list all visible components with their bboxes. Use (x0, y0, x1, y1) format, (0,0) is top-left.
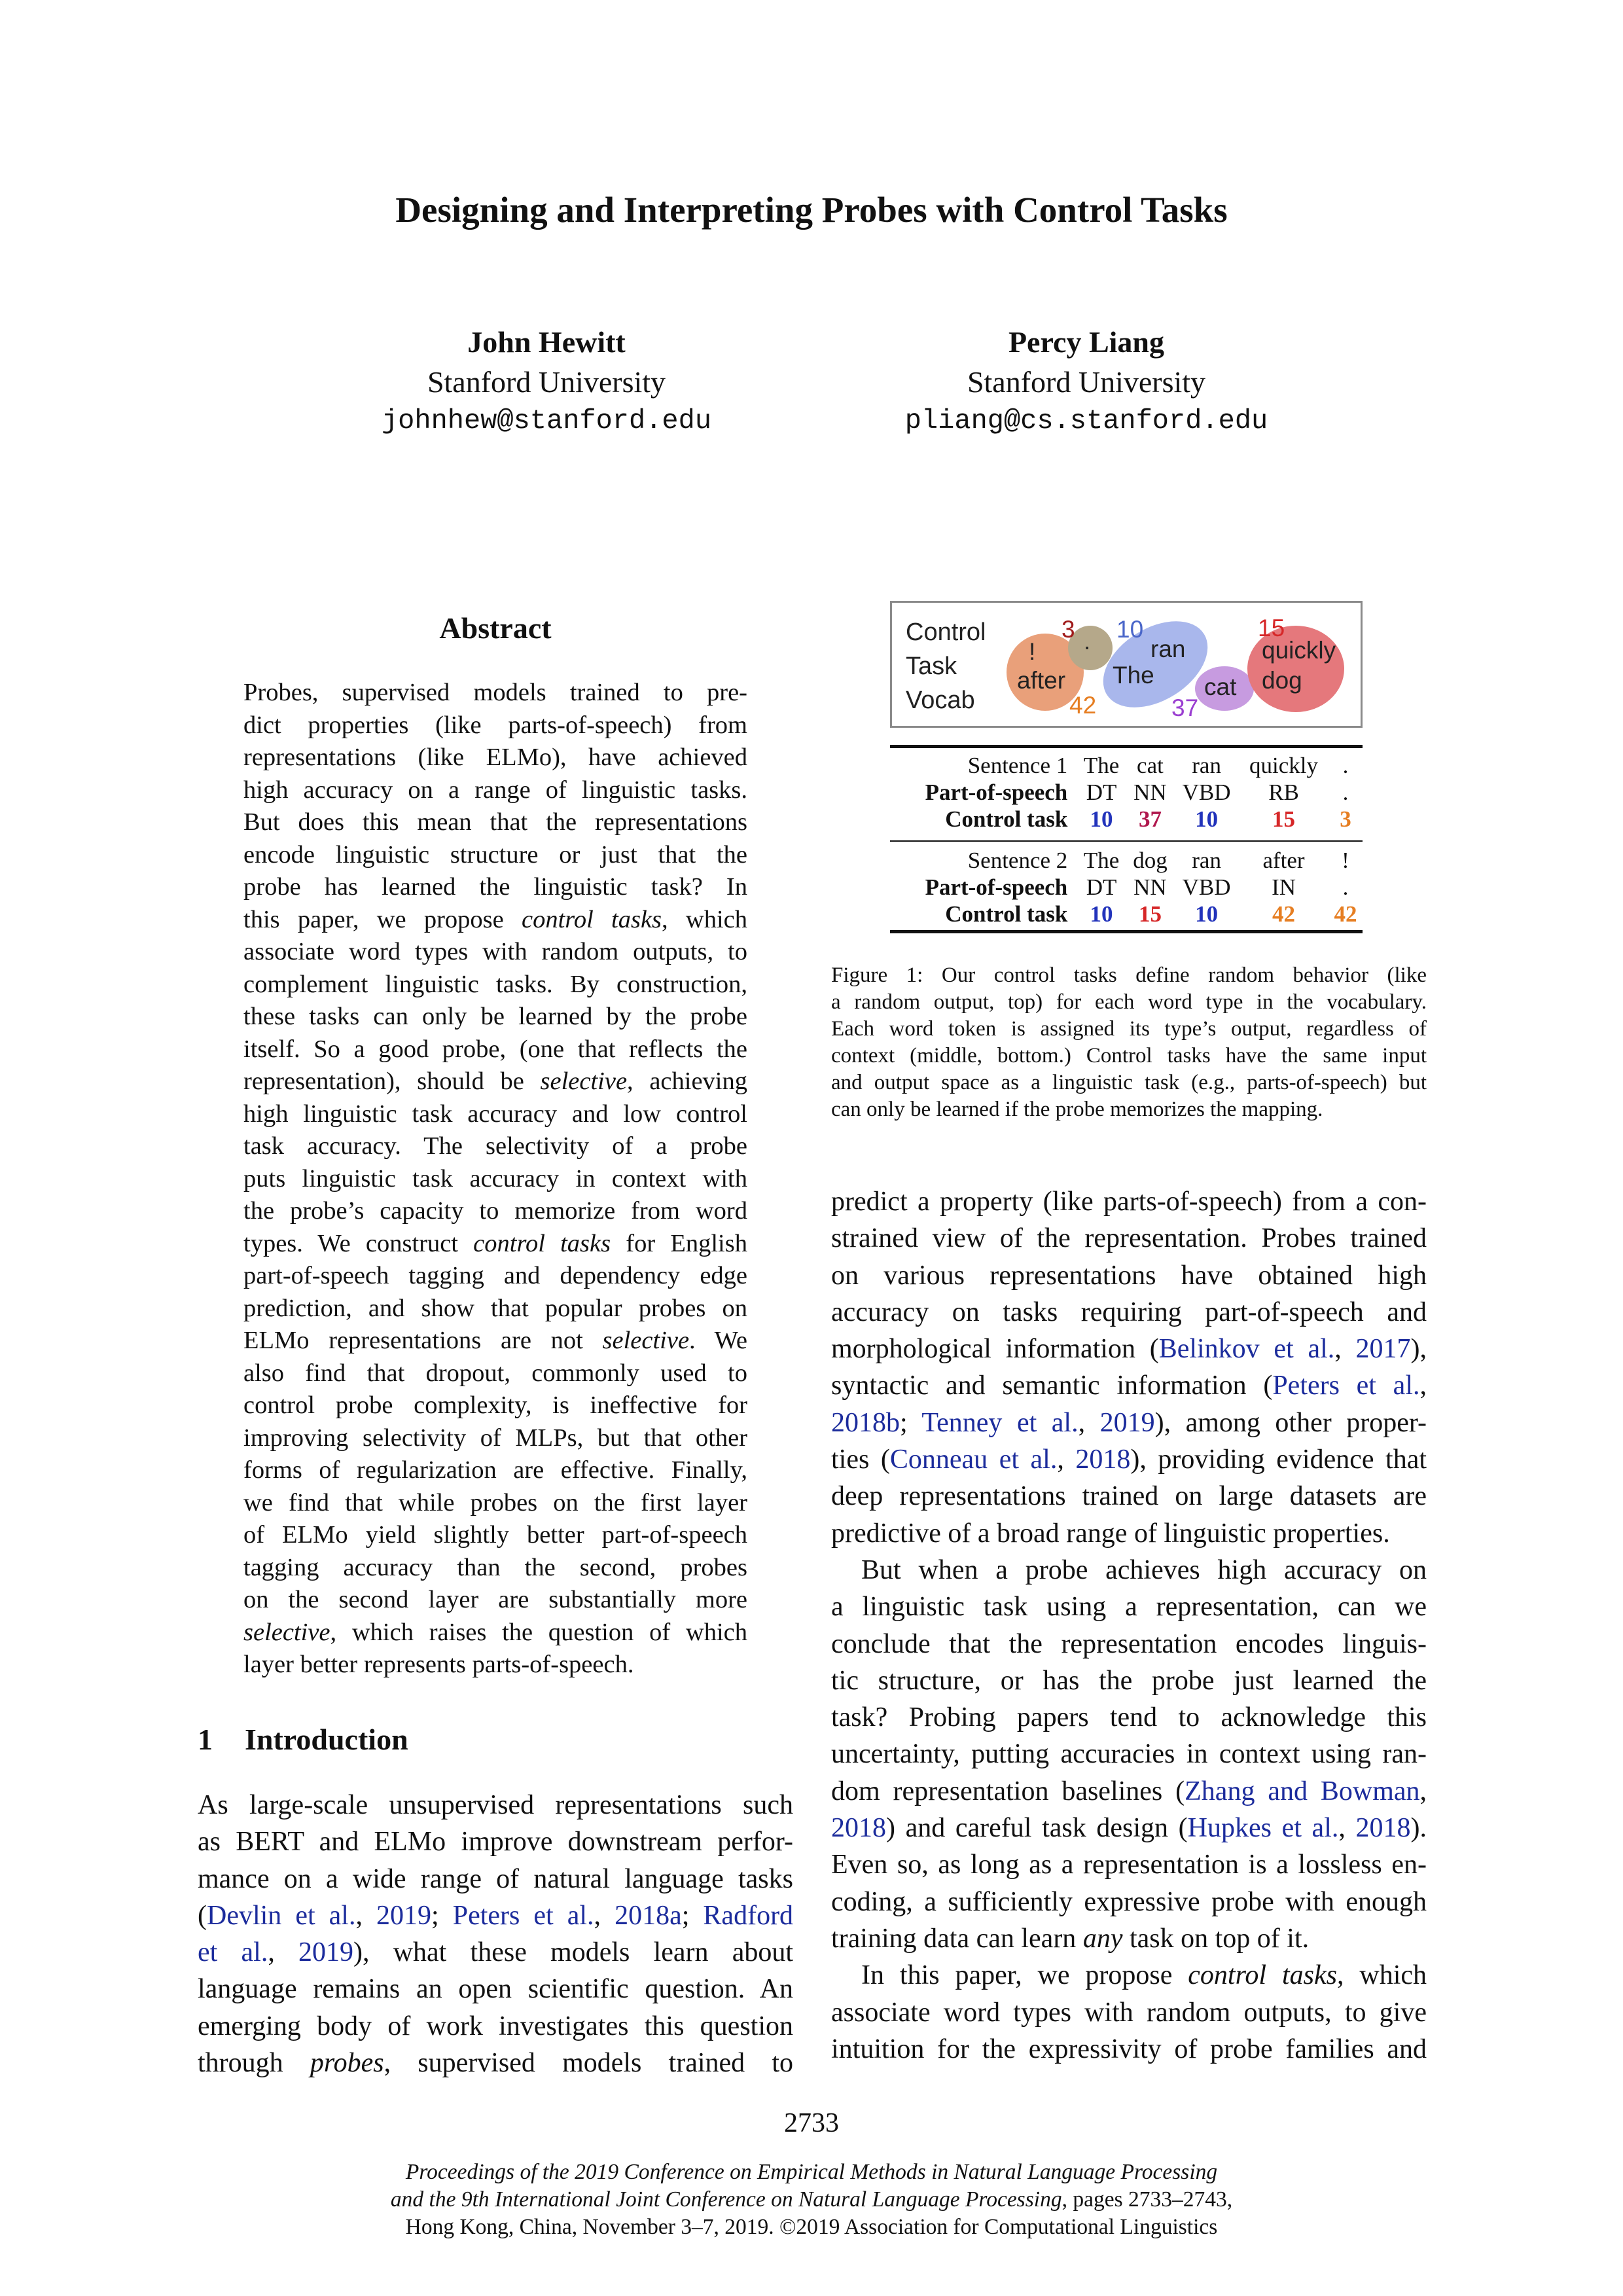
author-name: John Hewitt (467, 325, 626, 359)
text-line: tic structure, or has the probe just learned the (831, 1665, 1427, 1696)
abstract-line: ELMo representations are not selective. We (243, 1327, 747, 1354)
citation-link[interactable]: Devlin et al. (207, 1900, 356, 1931)
text-line: mance on a wide range of natural language tasks (198, 1863, 793, 1894)
table-cell: DT (1086, 780, 1117, 805)
abstract-line: puts linguistic task accuracy in context with (243, 1164, 747, 1193)
abstract-line: we find that while probes on the first layer (243, 1488, 747, 1516)
abstract-line: improving selectivity of MLPs, but that other (243, 1424, 747, 1452)
caption-line: and output space as a linguistic task (e.g., parts-of-speech) but (831, 1071, 1427, 1094)
vocab-word: quickly (1262, 637, 1336, 664)
vocab-label-line: Task (906, 653, 957, 680)
citation-link[interactable]: Peters et al. (1272, 1371, 1420, 1401)
table-cell: . (1342, 874, 1349, 900)
cluster-id-label: 3 (1061, 616, 1075, 643)
figure-caption (831, 962, 1427, 1123)
citation-link[interactable]: 2019 (298, 1937, 354, 1968)
abstract-line: itself. So a good probe, (one that reflects the (243, 1035, 747, 1063)
row-label: Sentence 1 (890, 747, 1077, 780)
table-cell: after (1239, 841, 1329, 874)
abstract-line: associate word types with random outputs, to (243, 938, 747, 965)
table-cell: 10 (1077, 901, 1126, 932)
citation-link[interactable]: Conneau et al. (889, 1444, 1058, 1475)
table-cell: 42 (1239, 901, 1329, 932)
abstract-line: on the second layer are substantially more (243, 1586, 747, 1613)
caption-line: Figure 1: Our control tasks define random behavior (like (831, 963, 1427, 987)
text-line: task? Probing papers tend to acknowledge this (831, 1702, 1427, 1733)
author-name: Percy Liang (1008, 325, 1165, 359)
author-affiliation: Stanford University (427, 365, 666, 399)
section-number: 1 (198, 1723, 213, 1756)
vocab-word: The (1113, 662, 1154, 689)
abstract-line: selective, which raises the question of which (243, 1618, 747, 1646)
table-cell: IN (1272, 874, 1296, 900)
text-line: on various representations have obtained high (831, 1260, 1427, 1291)
vocab-label-line: Control (906, 619, 986, 646)
text-line: et al., 2019), what these models learn about (198, 1937, 794, 1968)
abstract-line: prediction, and show that popular probes on (243, 1294, 747, 1322)
abstract-line: But does this mean that the representations (243, 808, 747, 836)
text-line: predictive of a broad range of linguistic properties. (831, 1518, 1390, 1549)
author-block-1 (298, 322, 795, 440)
text-line: ties (Conneau et al., 2018), providing evidence that (831, 1444, 1427, 1475)
table-cell: 15 (1272, 806, 1296, 832)
vocab-word: . (1084, 628, 1091, 655)
abstract-line: representations (like ELMo), have achieved (243, 744, 747, 771)
author-email: johnhew@stanford.edu (381, 405, 712, 437)
section-title: Introduction (245, 1723, 408, 1756)
text-line: Even so, as long as a representation is a lossless en- (831, 1850, 1427, 1880)
intro-left-column (198, 1787, 793, 2081)
text-line: emerging body of work investigates this question (198, 2011, 793, 2041)
text-line: 2018b; Tenney et al., 2019), among other proper- (831, 1407, 1427, 1438)
table-cell: NN (1133, 874, 1167, 900)
text-line: 2018) and careful task design (Hupkes et al., 2018). (831, 1813, 1427, 1844)
cluster-id-label: 37 (1171, 694, 1199, 721)
table-cell: 37 (1138, 806, 1162, 832)
table-cell: dog (1126, 841, 1174, 874)
footer-line: , pages 2733–2743, (1061, 2187, 1233, 2212)
citation-link[interactable]: 2018 (1075, 1444, 1131, 1475)
footer-line: Proceedings of the 2019 Conference on Empirical Methods in Natural Language Processing (405, 2160, 1218, 2184)
text-line: But when a probe achieves high accuracy on (861, 1554, 1427, 1585)
citation-link[interactable]: Belinkov et al. (1158, 1334, 1335, 1365)
vocab-word: ran (1150, 636, 1186, 662)
text-line: language remains an open scientific question. An (198, 1974, 793, 2005)
text-line: syntactic and semantic information (Peters et al., (831, 1371, 1427, 1401)
sentence-row (890, 747, 1363, 780)
intro-right-column (831, 1183, 1427, 2068)
abstract-line: high accuracy on a range of linguistic tasks. (243, 776, 747, 804)
text-line: through probes, supervised models trained to (198, 2048, 794, 2079)
citation-link[interactable]: 2018 (1355, 1813, 1411, 1844)
row-label: Control task (945, 806, 1068, 832)
abstract-line: layer better represents parts-of-speech. (243, 1651, 634, 1678)
caption-line: context (middle, bottom.) Control tasks have the same input (831, 1044, 1427, 1067)
table-cell: The (1077, 841, 1126, 874)
table-cell: . (1342, 780, 1349, 805)
row-label: Part-of-speech (925, 874, 1068, 900)
table-cell: RB (1268, 780, 1299, 805)
citation-link[interactable]: 2018b (831, 1407, 900, 1438)
abstract-line: high linguistic task accuracy and low control (243, 1100, 747, 1128)
abstract-body (243, 677, 747, 1681)
abstract-line: encode linguistic structure or just that the (243, 840, 747, 869)
row-label: Sentence 2 (890, 841, 1077, 874)
abstract-line: complement linguistic tasks. By construction, (243, 970, 747, 998)
text-line: (Devlin et al., 2019; Peters et al., 2018a; Radford (198, 1900, 794, 1931)
abstract-line: the probe’s capacity to memorize from word (243, 1197, 747, 1225)
table-cell: . (1329, 747, 1363, 780)
text-line: As large-scale unsupervised representations such (198, 1790, 793, 1820)
citation-link[interactable]: Hupkes et al. (1187, 1813, 1339, 1844)
text-line: strained view of the representation. Probes trained (831, 1223, 1427, 1254)
citation-link[interactable]: 2018a (615, 1900, 682, 1931)
text-line: accuracy on tasks requiring part-of-speech and (831, 1297, 1427, 1327)
citation-link[interactable]: 2017 (1355, 1334, 1411, 1365)
text-line: a linguistic task using a representation, can we (831, 1592, 1427, 1623)
vocab-label (906, 615, 986, 717)
text-line: uncertainty, putting accuracies in context using ran- (831, 1739, 1427, 1770)
citation-link[interactable]: 2018 (831, 1813, 886, 1844)
pos-row (890, 874, 1363, 901)
sentence-labels-table (890, 745, 1363, 933)
table-cell: ran (1174, 841, 1239, 874)
abstract-line: tagging accuracy than the second, probes (243, 1553, 747, 1581)
abstract-line: also find that dropout, commonly used to (243, 1359, 747, 1387)
footer-line: and the 9th International Joint Conference on Natural Language Processing (390, 2187, 1062, 2212)
footer-line: Hong Kong, China, November 3–7, 2019. ©2019 Association for Computational Linguistics (405, 2215, 1218, 2239)
section-heading (198, 1720, 408, 1759)
table-cell: cat (1126, 747, 1174, 780)
cluster-id-label: 42 (1069, 692, 1097, 719)
abstract-line: task accuracy. The selectivity of a probe (243, 1132, 747, 1160)
vocab-label-line: Vocab (906, 687, 975, 714)
abstract-line: representation), should be selective, achieving (243, 1067, 747, 1095)
vocab-word: ! (1029, 638, 1036, 665)
pos-row (890, 779, 1363, 806)
citation-link[interactable]: 2019 (376, 1900, 432, 1931)
text-line: as BERT and ELMo improve downstream perfor- (198, 1827, 793, 1857)
table-cell: ran (1174, 747, 1239, 780)
text-line: morphological information (Belinkov et al., 2017), (831, 1334, 1427, 1365)
table-cell: 3 (1340, 806, 1351, 832)
citation-link[interactable]: Peters et al. (452, 1900, 594, 1931)
abstract-line: forms of regularization are effective. Finally, (243, 1456, 747, 1484)
caption-line: Each word token is assigned its type’s output, regardless of (831, 1017, 1427, 1041)
citation-link[interactable]: Radford (703, 1900, 794, 1931)
abstract-line: of ELMo yield slightly better part-of-speech (243, 1521, 747, 1549)
citation-link[interactable]: et al. (198, 1937, 268, 1968)
paper-title: Designing and Interpreting Probes with Control Tasks (395, 190, 1228, 230)
caption-line: a random output, top) for each word type in the vocabulary. (831, 990, 1427, 1014)
vocab-word: dog (1262, 667, 1302, 694)
author-block-2 (838, 322, 1335, 440)
table-cell: The (1077, 747, 1126, 780)
table-cell: quickly (1239, 747, 1329, 780)
vocab-word: cat (1204, 673, 1237, 700)
abstract-line: dict properties (like parts-of-speech) from (243, 711, 747, 739)
table-cell: VBD (1182, 780, 1231, 805)
caption-line: can only be learned if the probe memorizes the mapping. (831, 1098, 1323, 1121)
proceedings-footer (0, 2159, 1623, 2241)
author-affiliation: Stanford University (967, 365, 1206, 399)
sentence-row (890, 841, 1363, 874)
row-label: Part-of-speech (925, 780, 1068, 805)
table-cell: NN (1133, 780, 1167, 805)
abstract-line: this paper, we propose control tasks, which (243, 905, 747, 933)
abstract-line: probe has learned the linguistic task? In (243, 873, 747, 901)
table-cell: 10 (1090, 806, 1113, 832)
abstract-line: these tasks can only be learned by the probe (243, 1003, 747, 1030)
text-line: associate word types with random outputs, to give (831, 1997, 1427, 2028)
text-line: In this paper, we propose control tasks, which (861, 1960, 1427, 1991)
table-cell: 42 (1329, 901, 1363, 932)
citation-link[interactable]: Tenney et al. (921, 1407, 1079, 1438)
table-cell: 10 (1174, 901, 1239, 932)
control-row (890, 806, 1363, 841)
table-cell: DT (1086, 874, 1117, 900)
abstract-heading: Abstract (439, 611, 552, 645)
table-cell: 10 (1195, 806, 1219, 832)
author-email: pliang@cs.stanford.edu (904, 405, 1268, 437)
page-number: 2733 (784, 2108, 839, 2138)
citation-link[interactable]: Zhang and Bowman (1185, 1776, 1420, 1806)
text-line: dom representation baselines (Zhang and Bowman, (831, 1776, 1427, 1806)
text-line: training data can learn any task on top of it. (831, 1923, 1310, 1954)
abstract-line: control probe complexity, is ineffective for (243, 1391, 747, 1419)
abstract-line: Probes, supervised models trained to pre- (243, 679, 747, 706)
text-line: deep representations trained on large datasets are (831, 1481, 1427, 1512)
cluster-id-label: 10 (1116, 616, 1144, 643)
text-line: conclude that the representation encodes linguis- (831, 1628, 1427, 1659)
table-cell: VBD (1182, 874, 1231, 900)
text-line: coding, a sufficiently expressive probe with enough (831, 1886, 1427, 1917)
control-row (890, 901, 1363, 932)
abstract-line: types. We construct control tasks for English (243, 1229, 747, 1257)
table-cell: ! (1329, 841, 1363, 874)
abstract-line: part-of-speech tagging and dependency edge (243, 1262, 747, 1289)
citation-link[interactable]: 2019 (1099, 1407, 1155, 1438)
text-line: intuition for the expressivity of probe families and (831, 2034, 1427, 2064)
vocab-word: after (1017, 667, 1066, 694)
table-cell: 15 (1126, 901, 1174, 932)
text-line: predict a property (like parts-of-speech) from a con- (831, 1187, 1427, 1217)
row-label: Control task (890, 901, 1077, 932)
cluster-id-label: 15 (1258, 615, 1285, 641)
